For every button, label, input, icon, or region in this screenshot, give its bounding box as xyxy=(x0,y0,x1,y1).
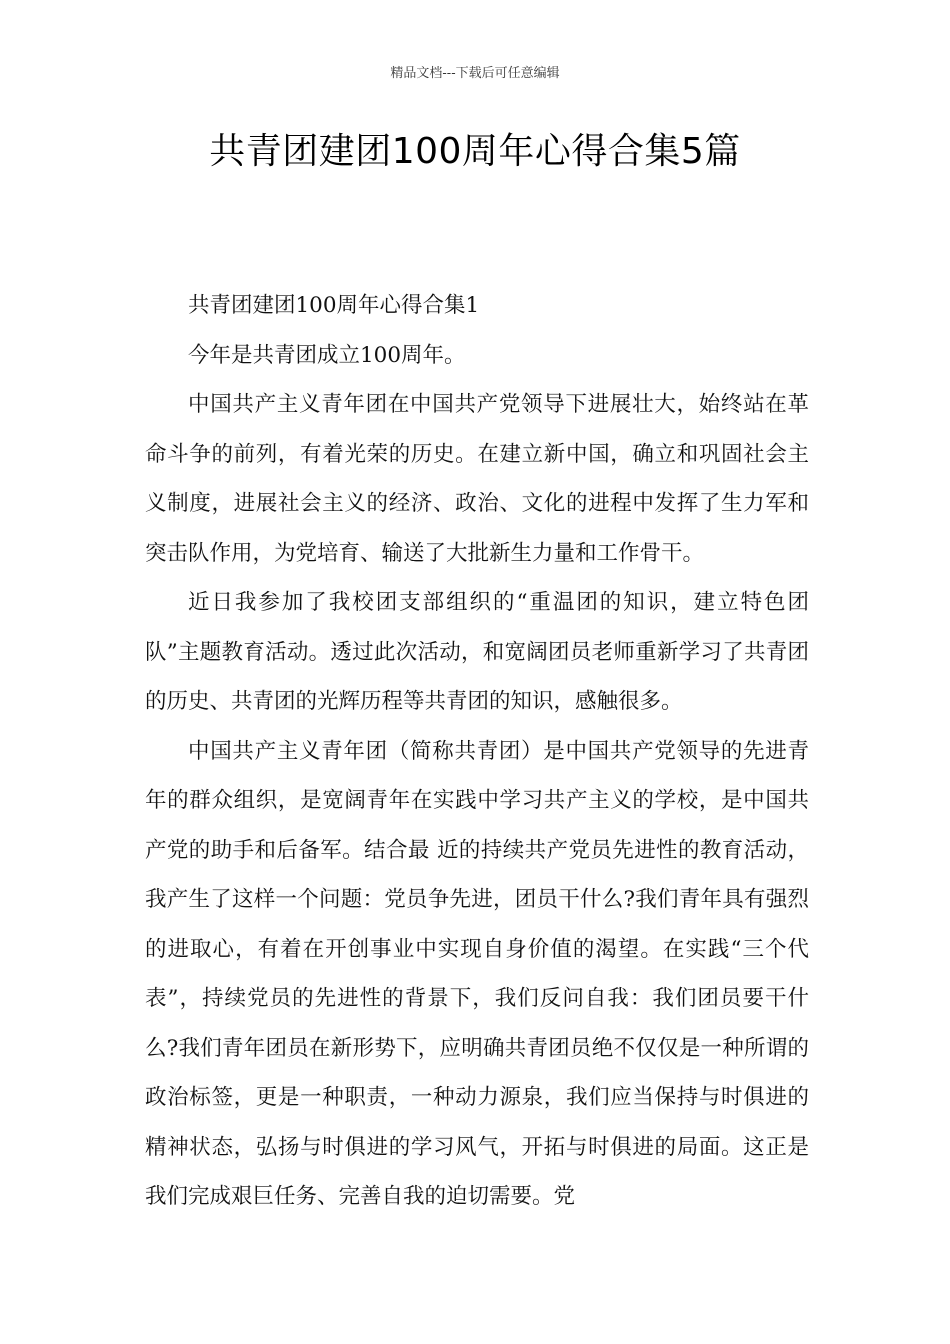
paragraph: 近日我参加了我校团支部组织的“重温团的知识，建立特色团队”主题教育活动。透过此次活动，和宽阔团员老师重新学习了共青团的历史、共青团的光辉历程等共青团的知识，感触很多。 xyxy=(145,590,809,714)
section-heading: 共青团建团100周年心得合集1 xyxy=(188,293,480,318)
header-note: 精品文档---下载后可任意编辑 xyxy=(390,66,560,81)
paragraph: 中国共产主义青年团（简称共青团）是中国共产党领导的先进青年的群众组织，是宽阔青年在实践中学习共产主义的学校，是中国共产党的助手和后备军。结合最 近的持续共产党员先进性的教育活动，我产生了这样一个问题：党员争先进，团员干什么?我们青年具有强烈的进取心，有着在开创事业中实现自身价值的渴望。在实践“三个代表”，持续党员的先进性的背景下，我们反问自我：我们团员要干什么?我们青年团员在新形势下，应明确共青团员绝不仅仅是一种所谓的政治标签，更是一种职责，一种动力源泉，我们应当保持与时俱进的精神状态，弘扬与时俱进的学习风气，开拓与时俱进的局面。这正是我们完成艰巨任务、完善自我的迫切需要。党 xyxy=(145,738,809,1209)
paragraph: 今年是共青团成立100周年。 xyxy=(188,342,466,368)
paragraph: 中国共产主义青年团在中国共产党领导下进展壮大，始终站在革命斗争的前列，有着光荣的历史。在建立新中国，确立和巩固社会主义制度，进展社会主义的经济、政治、文化的进程中发挥了生力军和突击队作用，为党培育、输送了大批新生力量和工作骨干。 xyxy=(145,392,809,566)
document-title: 共青团建团100周年心得合集5篇 xyxy=(209,131,741,172)
document-body xyxy=(145,281,809,1222)
